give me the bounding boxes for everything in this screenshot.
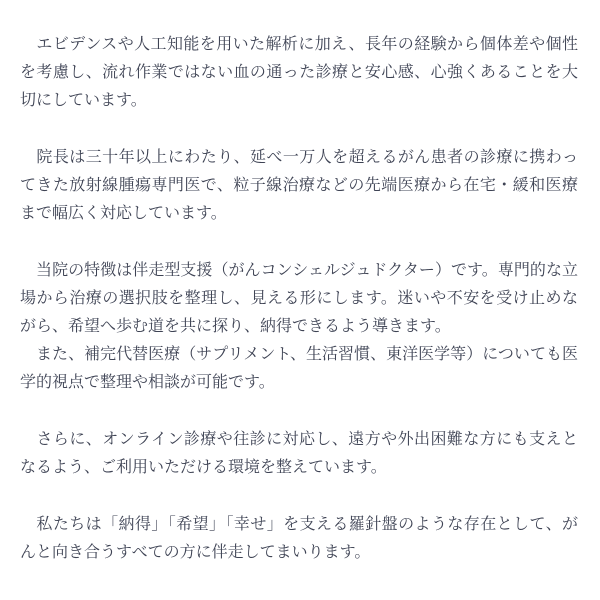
paragraph-online-care: さらに、オンライン診療や往診に対応し、遠方や外出困難な方にも支えとなるよう、ご利用いただける環境を整えています。 <box>20 429 578 476</box>
paragraph-complementary-medicine: また、補完代替医療（サプリメント、生活習慣、東洋医学等）についても医学的視点で整理や相談が可能です。 <box>20 344 578 391</box>
paragraph-director-experience: 院長は三十年以上にわたり、延べ一万人を超えるがん患者の診療に携わってきた放射線腫瘍専門医で、粒子線治療などの先端医療から在宅・緩和医療まで幅広く対応しています。 <box>20 147 578 222</box>
paragraph-clinic-feature: 当院の特徴は伴走型支援（がんコンシェルジュドクター）です。専門的な立場から治療の選択肢を整理し、見える形にします。迷いや不安を受け止めながら、希望へ歩む道を共に探り、納得できるよう導きます。 <box>20 260 578 335</box>
paragraph-evidence-policy: エビデンスや人工知能を用いた解析に加え、長年の経験から個体差や個性を考慮し、流れ作業ではない血の通った診療と安心感、心強くあることを大切にしています。 <box>20 34 578 109</box>
paragraph-mission: 私たちは「納得」「希望」「幸せ」を支える羅針盤のような存在として、がんと向き合うすべての方に伴走してまいります。 <box>20 514 578 561</box>
